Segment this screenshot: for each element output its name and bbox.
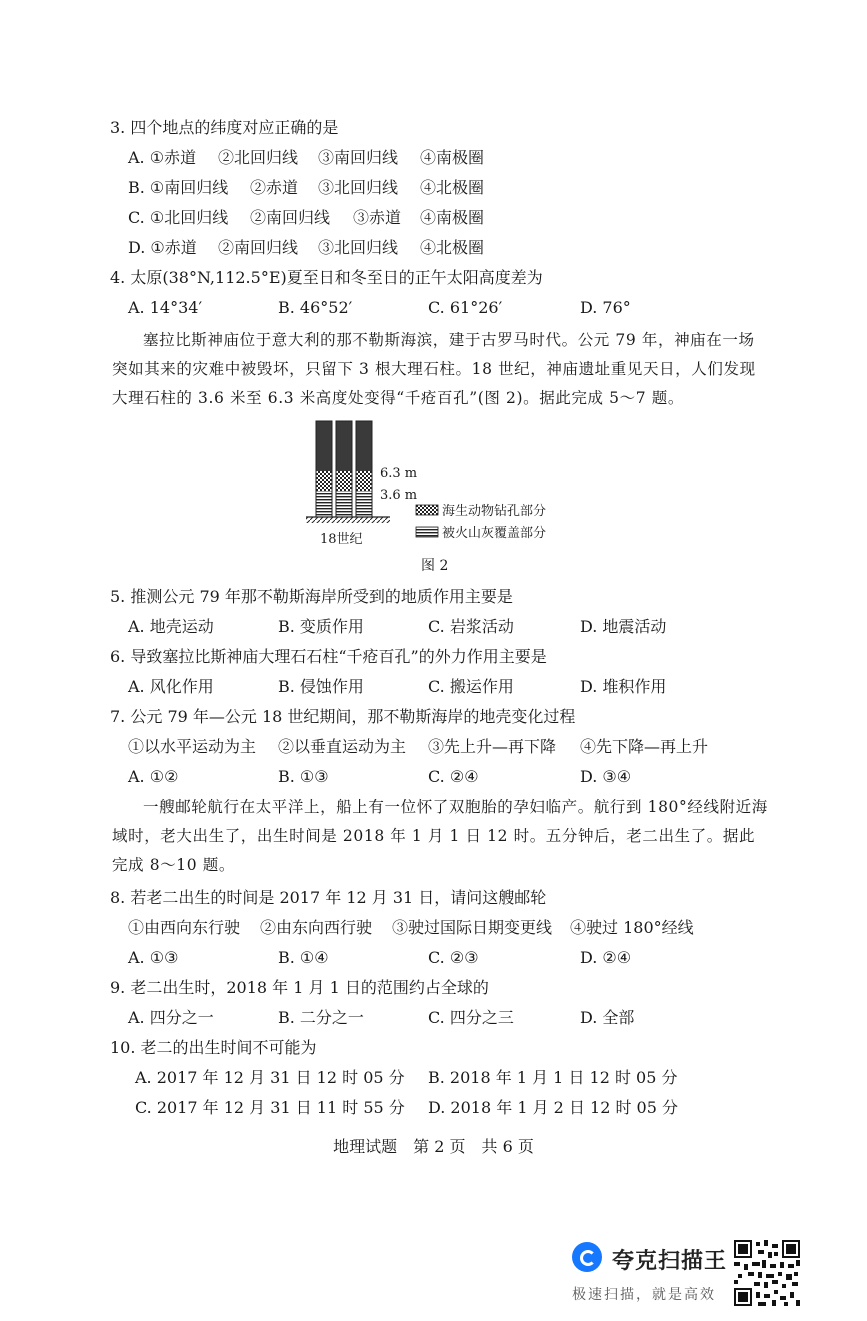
figure-caption: 图 2 — [421, 558, 449, 574]
q7-item-3: ③先上升—再下降 — [428, 737, 557, 756]
q8-stem: 8. 若老二出生的时间是 2017 年 12 月 31 日，请问这艘邮轮 — [110, 888, 547, 907]
q9-option-a: A. 四分之一 — [128, 1008, 214, 1027]
qr-code-icon — [734, 1240, 800, 1306]
q7-item-2: ②以垂直运动为主 — [278, 737, 407, 756]
q3-c-1: C. ①北回归线 — [128, 208, 229, 227]
brand-name: 夸克扫描王 — [612, 1249, 728, 1274]
q5-stem: 5. 推测公元 79 年那不勒斯海岸所受到的地质作用主要是 — [110, 587, 513, 606]
q8-option-b: B. ①④ — [278, 948, 329, 967]
q4-stem: 4. 太原(38°N,112.5°E)夏至日和冬至日的正午太阳高度差为 — [110, 268, 543, 287]
page-footer: 地理试题 第 2 页 共 6 页 — [333, 1137, 534, 1156]
q7-option-a: A. ①② — [128, 767, 179, 786]
q3-b-3: ③北回归线 — [318, 178, 399, 197]
quark-logo-icon — [572, 1242, 602, 1272]
temple-columns-diagram — [290, 415, 600, 575]
q5-option-d: D. 地震活动 — [580, 617, 667, 636]
q6-stem: 6. 导致塞拉比斯神庙大理石石柱“千疮百孔”的外力作用主要是 — [110, 647, 547, 666]
legend-drill-label: 海生动物钻孔部分 — [442, 504, 547, 519]
q9-option-b: B. 二分之一 — [278, 1008, 364, 1027]
q3-a-1: A. ①赤道 — [128, 148, 197, 167]
q7-option-d: D. ③④ — [580, 767, 632, 786]
q6-option-d: D. 堆积作用 — [580, 677, 667, 696]
q8-option-c: C. ②③ — [428, 948, 479, 967]
q3-d-2: ②南回归线 — [218, 238, 299, 257]
q4-option-c: C. 61°26′ — [428, 298, 503, 317]
q10-option-a: A. 2017 年 12 月 31 日 12 时 05 分 — [135, 1068, 405, 1087]
passage-temple: 塞拉比斯神庙位于意大利的那不勒斯海滨，建于古罗马时代。公元 79 年，神庙在一场突如其来的灾难中被毁坏，只留下 3 根大理石柱。18 世纪，神庙遗址重见天日，人们发现大理石柱的 3.6 米至 6.3 米高度处变得“千疮百孔”(图 2)。据此完成 5～7 题。 — [112, 331, 756, 407]
label-3-6m: 3.6 m — [380, 488, 418, 503]
q3-d-3: ③北回归线 — [318, 238, 399, 257]
q3-b-4: ④北极圈 — [420, 178, 485, 197]
q3-stem: 3. 四个地点的纬度对应正确的是 — [110, 118, 339, 137]
q3-b-1: B. ①南回归线 — [128, 178, 229, 197]
q6-option-c: C. 搬运作用 — [428, 677, 514, 696]
q4-option-a: A. 14°34′ — [128, 298, 203, 317]
q8-option-d: D. ②④ — [580, 948, 632, 967]
q4-option-d: D. 76° — [580, 298, 631, 317]
q3-a-2: ②北回归线 — [218, 148, 299, 167]
q5-option-b: B. 变质作用 — [278, 617, 364, 636]
scanner-watermark — [572, 1240, 732, 1310]
q9-stem: 9. 老二出生时，2018 年 1 月 1 日的范围约占全球的 — [110, 978, 489, 997]
q7-option-c: C. ②④ — [428, 767, 479, 786]
q7-option-b: B. ①③ — [278, 767, 329, 786]
brand-slogan: 极速扫描，就是高效 — [572, 1287, 716, 1303]
q3-a-3: ③南回归线 — [318, 148, 399, 167]
q10-option-b: B. 2018 年 1 月 1 日 12 时 05 分 — [428, 1068, 678, 1087]
q3-c-2: ②南回归线 — [250, 208, 331, 227]
column-1 — [316, 421, 332, 517]
legend-ash-swatch — [416, 527, 438, 537]
q3-d-1: D. ①赤道 — [128, 238, 197, 257]
q5-option-c: C. 岩浆活动 — [428, 617, 514, 636]
q6-option-b: B. 侵蚀作用 — [278, 677, 364, 696]
q8-option-a: A. ①③ — [128, 948, 179, 967]
q10-option-d: D. 2018 年 1 月 2 日 12 时 05 分 — [428, 1098, 679, 1117]
q4-option-b: B. 46°52′ — [278, 298, 353, 317]
q10-stem: 10. 老二的出生时间不可能为 — [110, 1038, 317, 1057]
q5-option-a: A. 地壳运动 — [128, 617, 214, 636]
q9-option-c: C. 四分之三 — [428, 1008, 514, 1027]
q3-d-4: ④北极圈 — [420, 238, 485, 257]
q8-item-3: ③驶过国际日期变更线 — [392, 918, 553, 937]
q10-option-c: C. 2017 年 12 月 31 日 11 时 55 分 — [135, 1098, 405, 1117]
label-6-3m: 6.3 m — [380, 466, 418, 481]
q3-b-2: ②赤道 — [250, 178, 299, 197]
figure-2 — [290, 415, 600, 575]
column-2 — [336, 421, 352, 517]
passage-cruise: 一艘邮轮航行在太平洋上，船上有一位怀了双胞胎的孕妇临产。航行到 180°经线附近海域时，老大出生了，出生时间是 2018 年 1 月 1 日 12 时。五分钟后，老二出生了。据此完成 8～10 题。 — [112, 798, 768, 874]
q7-item-1: ①以水平运动为主 — [128, 737, 257, 756]
label-18th-century: 18世纪 — [320, 532, 363, 547]
q8-item-1: ①由西向东行驶 — [128, 918, 241, 937]
q3-a-4: ④南极圈 — [420, 148, 485, 167]
legend-drill-swatch — [416, 505, 438, 515]
q7-item-4: ④先下降—再上升 — [580, 737, 709, 756]
q9-option-d: D. 全部 — [580, 1008, 635, 1027]
q6-option-a: A. 风化作用 — [128, 677, 214, 696]
q8-item-4: ④驶过 180°经线 — [570, 918, 694, 937]
legend-ash-label: 被火山灰覆盖部分 — [442, 526, 547, 541]
q7-stem: 7. 公元 79 年—公元 18 世纪期间，那不勒斯海岸的地壳变化过程 — [110, 707, 576, 726]
q3-c-3: ③赤道 — [353, 208, 402, 227]
ground-line — [306, 517, 390, 523]
q3-c-4: ④南极圈 — [420, 208, 485, 227]
q8-item-2: ②由东向西行驶 — [260, 918, 373, 937]
column-3 — [356, 421, 372, 517]
